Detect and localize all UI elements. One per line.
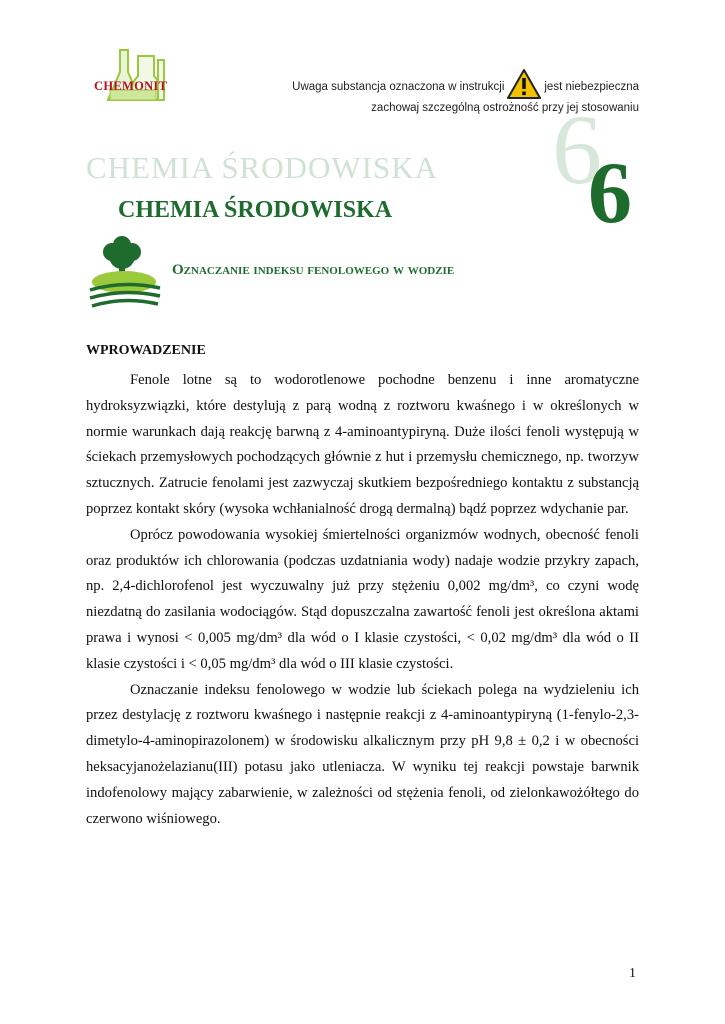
title-shadow: CHEMIA ŚRODOWISKA xyxy=(86,150,438,185)
chapter-number: 6 xyxy=(588,145,632,242)
warning-line-2: zachowaj szczególną ostrożność przy jej stosowaniu xyxy=(371,102,639,114)
chemonit-logo xyxy=(92,46,174,106)
paragraph-1: Fenole lotne są to wodorotlenowe pochodne benzenu i inne aromatyczne hydroksyzwiązki, które destylują z parą wodną z roztworu kwaśnego i w określonych w normie warunkach dają reakcję barwną z 4-aminoantypiryną. Duże ilości fenoli występują w ściekach przemysłowych pochodzących głównie z hut i przemysłu chemicznego, np. tworzyw sztucznych. Zatrucie fenolami jest zazwyczaj skutkiem bezpośredniego kontaktu z substancją poprzez kontakt skóry (wysoka wchłanialność drogą dermalną) bądź poprzez wdychanie par. xyxy=(86,372,639,517)
warning-triangle-icon xyxy=(506,68,542,100)
paragraph-2: Oprócz powodowania wysokiej śmiertelności organizmów wodnych, obecność fenoli oraz produktów ich chlorowania (podczas uzdatniania wody) nadaje wodzie przykry zapach, np. 2,4-dichlorofenol jest wyczuwalny już przy stężeniu 0,002 mg/dm³, co czyni wodę niezdatną do zasilania wodociągów. Stąd dopuszczalna zawartość fenoli jest określona aktami prawa i wynosi < 0,005 mg/dm³ dla wód o I klasie czystości, < 0,02 mg/dm³ dla wód o II klasie czystości i < 0,05 mg/dm³ dla wód o III klasie czystości. xyxy=(86,526,639,672)
logo-text: CHEMONIT xyxy=(94,79,168,93)
tree-waves-icon xyxy=(84,234,166,314)
introduction-heading: WPROWADZENIE xyxy=(86,343,206,358)
page-number: 1 xyxy=(629,966,636,981)
chapter-number-shadow: 6 xyxy=(552,94,602,205)
introduction-body xyxy=(86,368,639,832)
paragraph-3: Oznaczanie indeksu fenolowego w wodzie lub ściekach polega na wydzieleniu ich przez destylację z roztworu kwaśnego i następnie reakcji z 4-aminoantypiryną (1-fenylo-2,3-dimetylo-4-aminopirazolonem) w środowisku alkalicznym przy pH 9,8 ± 0,2 i w obecności heksacyjanożelazianu(III) potasu jako utleniacza. W wyniku tej reakcji powstaje barwnik indofenolowy mający zabarwienie, w zależności od stężenia fenoli, od zielonkawożółtego do czerwono wiśniowego. xyxy=(86,681,639,827)
warning-line-1: Uwaga substancja oznaczona w instrukcji jest niebezpieczna xyxy=(279,68,639,100)
document-subtitle: Oznaczanie indeksu fenolowego w wodzie xyxy=(172,262,455,278)
section-title: CHEMIA ŚRODOWISKA xyxy=(118,197,393,223)
